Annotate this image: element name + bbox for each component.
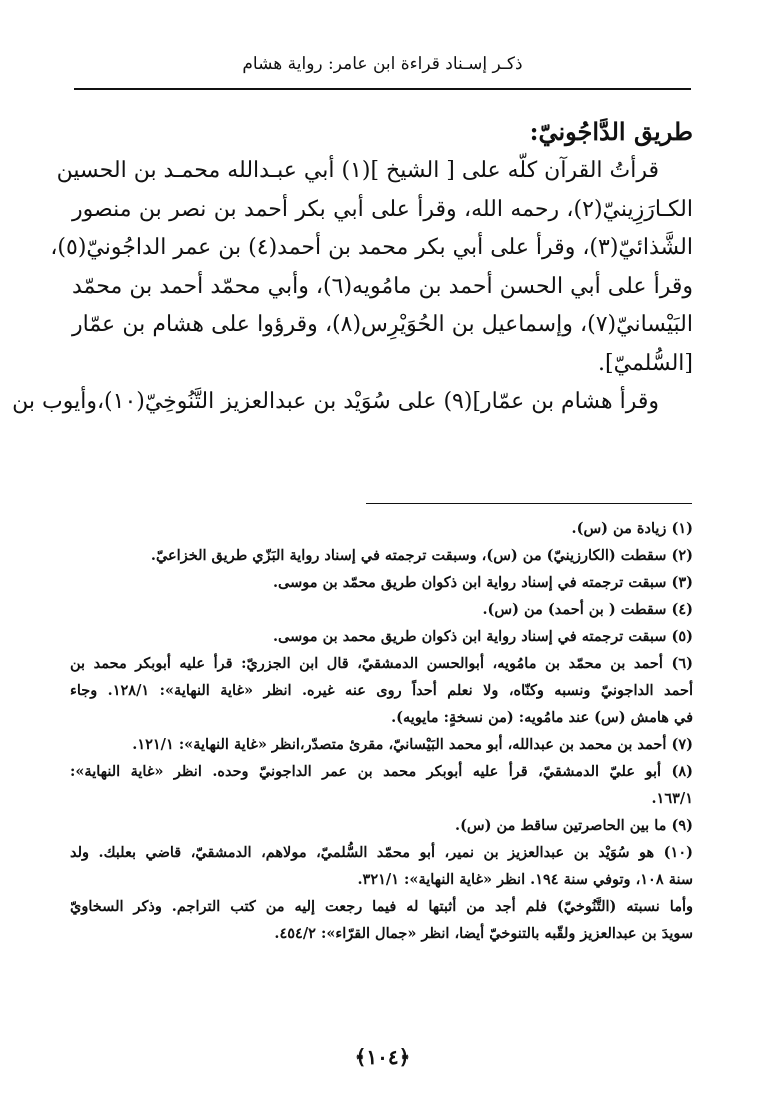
footnote-2: (٢) سقطت (الكارزينيّ) من (س)، وسبقت ترجمته في إسناد رواية البَزّي طريق الخزاعيّ. — [150, 547, 693, 564]
body-line-7: وقرأ هشام بن عمّار](٩) على سُوَيْد بن عبدالعزيز التَّنُوخِيّ(١٠)،وأيوب بن — [12, 389, 659, 414]
footnote-4: (٤) سقطت ( بن أحمد) من (س). — [482, 601, 693, 618]
footnote-6: (٦) أحمد بن محمّد بن مامُويه، أبوالحسن الدمشقيّ، قال ابن الجزريّ: قرأ عليه أبوبكر محمد بن — [70, 655, 693, 672]
body-line-3: الشَّذائيّ(٣)، وقرأ على أبي بكر محمد بن أحمد(٤) بن عمر الداجُونيّ(٥)، — [50, 235, 693, 260]
body-line-6: [السُّلميّ]. — [598, 350, 693, 376]
main-text — [12, 112, 694, 422]
footnote-10-cont-1: سنة ١٠٨، وتوفي سنة ١٩٤. انظر «غاية النهاية»: ٣٢١/١. — [357, 871, 693, 888]
footnote-10-cont-3: سويدَ بن عبدالعزيز ولقّبه بالتنوخيّ أيضا، انظر «جمال القرّاء»: ٤٥٤/٢. — [274, 925, 693, 942]
footnote-7: (٧) أحمد بن محمد بن عبدالله، أبو محمد البَيْسانيّ، مقرئ متصدّر،انظر «غاية النهاية»: ١٢١/١. — [132, 736, 693, 753]
footnote-1: (١) زيادة من (س). — [571, 520, 693, 537]
body-line-2: الكـارَزِينيّ(٢)، رحمه الله، وقرأ على أبي بكر أحمد بن نصر بن منصور — [72, 196, 693, 222]
body-line-1: قرأتُ القرآن كلّه على [ الشيخ ](١) أبي عبـدالله محمـد بن الحسين — [56, 158, 659, 183]
footnote-8: (٨) أبو عليّ الدمشقيّ، قرأ عليه أبوبكر محمد بن عمر الداجونيّ وحده. انظر «غاية النهاية»: — [70, 763, 693, 780]
footnote-rule — [366, 503, 692, 504]
footnote-9: (٩) ما بين الحاصرتين ساقط من (س). — [455, 817, 693, 834]
running-header: ذكـر إسـناد قراءة ابن عامر: رواية هشام — [242, 54, 523, 74]
footnote-6-cont-2: في هامش (س) عند مامُويه: (من نسخةٍ: مايويه). — [391, 709, 693, 726]
footnote-3: (٣) سبقت ترجمته في إسناد رواية ابن ذكوان طريق محمّد بن موسى. — [272, 574, 693, 591]
footnote-10-cont-2: وأما نسبته (التَّنُوخيّ) فلم أجد من أثبتها له فيما رجعت إليه من كتب التراجم. وذكر السخاويّ — [70, 898, 693, 915]
page-number: ﴿١٠٤﴾ — [354, 1045, 411, 1069]
footnote-10: (١٠) هو سُوَيْد بن عبدالعزيز بن نمير، أبو محمّد السُّلميّ، مولاهم، الدمشقيّ، قاضي بعلبك. ولد — [70, 844, 693, 861]
footnotes — [70, 515, 693, 947]
header-rule — [74, 88, 691, 90]
footnote-8-cont: ١٦٣/١. — [651, 790, 693, 807]
section-heading: طريق الدَّاجُونيّ: — [529, 117, 693, 146]
body-line-4: وقرأ على أبي الحسن أحمد بن مامُويه(٦)، وأبي محمّد أحمد بن محمّد — [72, 273, 694, 299]
footnote-6-cont-1: أحمد الداجونيّ ونسبه وكنّاه، ولا نعلم أحداً روى عنه غيره. انظر «غاية النهاية»: ١٢٨/١. وجاء — [70, 682, 693, 699]
body-line-5: البَيْسانيّ(٧)، وإسماعيل بن الحُوَيْرِس(٨)، وقرؤوا على هشام بن عمّار — [72, 312, 693, 337]
footnote-5: (٥) سبقت ترجمته في إسناد رواية ابن ذكوان طريق محمد بن موسى. — [272, 628, 693, 645]
